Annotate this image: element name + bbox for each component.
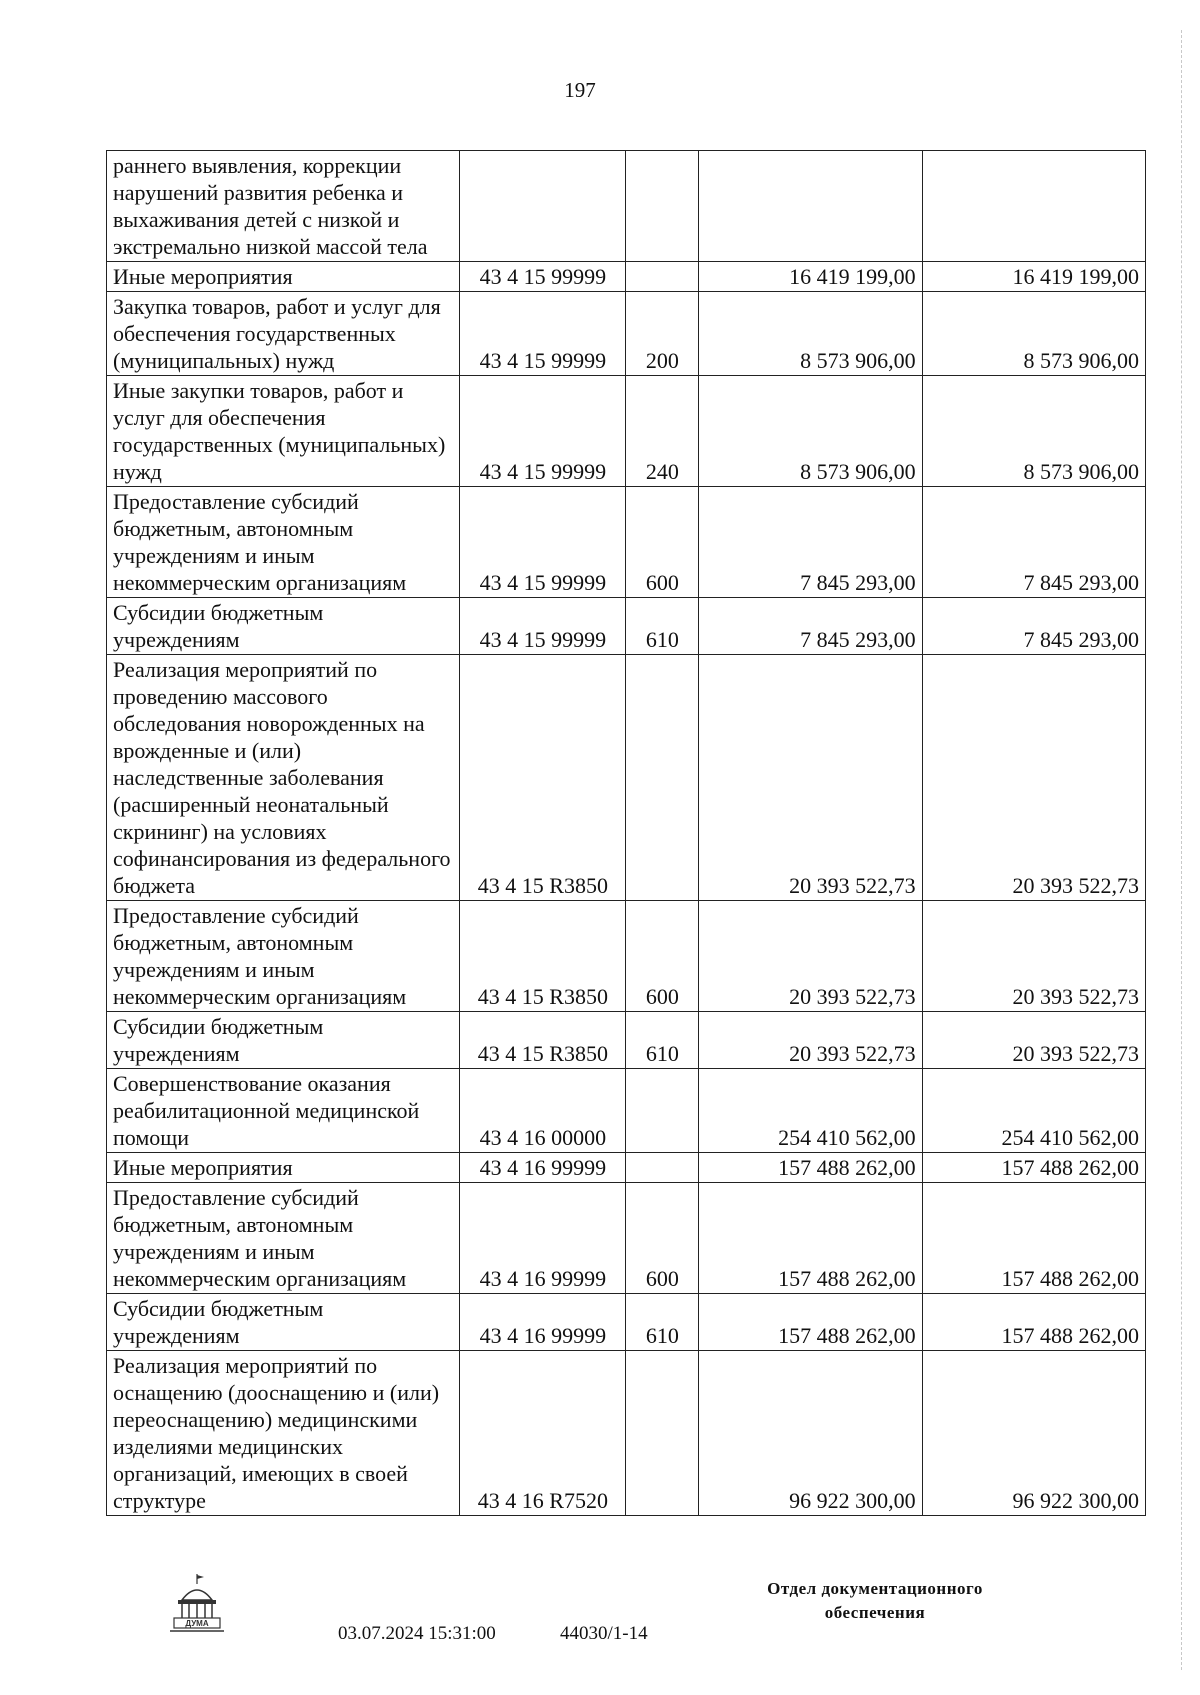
footer-reg-number: 44030/1-14	[560, 1623, 648, 1644]
cell-name: раннего выявления, коррекции нарушений развития ребенка и выхаживания детей с низкой и экстремально низкой массой тела	[107, 151, 460, 262]
cell-sum2: 8 573 906,00	[922, 292, 1145, 376]
cell-code: 43 4 16 00000	[460, 1069, 626, 1153]
cell-sum2: 157 488 262,00	[922, 1183, 1145, 1294]
cell-code: 43 4 16 99999	[460, 1153, 626, 1183]
cell-name: Субсидии бюджетным учреждениям	[107, 1012, 460, 1069]
cell-name: Иные мероприятия	[107, 1153, 460, 1183]
cell-vr	[626, 1153, 699, 1183]
cell-vr: 240	[626, 376, 699, 487]
cell-code: 43 4 16 99999	[460, 1183, 626, 1294]
table-row	[107, 1351, 1146, 1516]
table-row	[107, 1153, 1146, 1183]
cell-sum1: 20 393 522,73	[699, 901, 922, 1012]
cell-sum2: 157 488 262,00	[922, 1153, 1145, 1183]
table-row	[107, 1183, 1146, 1294]
cell-vr	[626, 1069, 699, 1153]
cell-vr	[626, 262, 699, 292]
cell-sum2: 254 410 562,00	[922, 1069, 1145, 1153]
cell-vr: 600	[626, 487, 699, 598]
cell-name: Иные закупки товаров, работ и услуг для обеспечения государственных (муниципальных) нужд	[107, 376, 460, 487]
cell-name: Предоставление субсидий бюджетным, автономным учреждениям и иным некоммерческим организациям	[107, 487, 460, 598]
cell-sum2: 7 845 293,00	[922, 487, 1145, 598]
cell-vr: 200	[626, 292, 699, 376]
cell-sum1: 8 573 906,00	[699, 376, 922, 487]
footer-department: Отдел документационного обеспечения	[767, 1579, 983, 1622]
budget-table	[106, 150, 1146, 1516]
cell-vr: 600	[626, 901, 699, 1012]
cell-code	[460, 151, 626, 262]
cell-code: 43 4 15 R3850	[460, 1012, 626, 1069]
table-row	[107, 1069, 1146, 1153]
cell-sum2	[922, 151, 1145, 262]
cell-vr	[626, 151, 699, 262]
cell-sum1: 157 488 262,00	[699, 1153, 922, 1183]
cell-sum1: 7 845 293,00	[699, 487, 922, 598]
cell-vr: 610	[626, 598, 699, 655]
cell-code: 43 4 15 99999	[460, 292, 626, 376]
cell-name: Предоставление субсидий бюджетным, автономным учреждениям и иным некоммерческим организациям	[107, 901, 460, 1012]
cell-code: 43 4 15 99999	[460, 487, 626, 598]
cell-vr: 610	[626, 1294, 699, 1351]
budget-table-body	[107, 151, 1146, 1516]
table-row	[107, 151, 1146, 262]
scan-edge-strip	[1181, 30, 1190, 1670]
table-row	[107, 901, 1146, 1012]
cell-name: Субсидии бюджетным учреждениям	[107, 598, 460, 655]
cell-vr: 600	[626, 1183, 699, 1294]
cell-name: Реализация мероприятий по проведению массового обследования новорожденных на врожденные и (или) наследственные заболевания (расширенный неонатальный скрининг) на условиях софинансирования из федерального бюджета	[107, 655, 460, 901]
cell-vr	[626, 1351, 699, 1516]
cell-sum2: 7 845 293,00	[922, 598, 1145, 655]
cell-sum1: 20 393 522,73	[699, 1012, 922, 1069]
table-row	[107, 1012, 1146, 1069]
cell-name: Иные мероприятия	[107, 262, 460, 292]
cell-sum2: 16 419 199,00	[922, 262, 1145, 292]
cell-sum2: 20 393 522,73	[922, 1012, 1145, 1069]
cell-sum1: 96 922 300,00	[699, 1351, 922, 1516]
table-row	[107, 292, 1146, 376]
cell-code: 43 4 15 99999	[460, 376, 626, 487]
cell-name: Совершенствование оказания реабилитационной медицинской помощи	[107, 1069, 460, 1153]
cell-sum1	[699, 151, 922, 262]
table-row	[107, 598, 1146, 655]
cell-sum2: 8 573 906,00	[922, 376, 1145, 487]
cell-name: Субсидии бюджетным учреждениям	[107, 1294, 460, 1351]
cell-code: 43 4 16 99999	[460, 1294, 626, 1351]
cell-sum1: 254 410 562,00	[699, 1069, 922, 1153]
cell-sum1: 16 419 199,00	[699, 262, 922, 292]
cell-code: 43 4 15 R3850	[460, 901, 626, 1012]
cell-sum2: 96 922 300,00	[922, 1351, 1145, 1516]
cell-code: 43 4 15 99999	[460, 598, 626, 655]
cell-code: 43 4 16 R7520	[460, 1351, 626, 1516]
duma-logo-icon	[168, 1572, 226, 1634]
cell-sum2: 20 393 522,73	[922, 655, 1145, 901]
cell-sum2: 157 488 262,00	[922, 1294, 1145, 1351]
cell-name: Предоставление субсидий бюджетным, автономным учреждениям и иным некоммерческим организациям	[107, 1183, 460, 1294]
cell-sum1: 7 845 293,00	[699, 598, 922, 655]
cell-code: 43 4 15 99999	[460, 262, 626, 292]
cell-name: Закупка товаров, работ и услуг для обеспечения государственных (муниципальных) нужд	[107, 292, 460, 376]
table-row	[107, 655, 1146, 901]
cell-vr	[626, 655, 699, 901]
cell-sum1: 157 488 262,00	[699, 1183, 922, 1294]
cell-sum1: 8 573 906,00	[699, 292, 922, 376]
table-row	[107, 376, 1146, 487]
table-row	[107, 1294, 1146, 1351]
table-row	[107, 487, 1146, 598]
table-row	[107, 262, 1146, 292]
cell-code: 43 4 15 R3850	[460, 655, 626, 901]
footer-timestamp: 03.07.2024 15:31:00	[338, 1623, 496, 1644]
cell-vr: 610	[626, 1012, 699, 1069]
logo-text: ДУМА	[185, 1619, 209, 1628]
cell-sum1: 20 393 522,73	[699, 655, 922, 901]
cell-sum1: 157 488 262,00	[699, 1294, 922, 1351]
cell-name: Реализация мероприятий по оснащению (дооснащению и (или) переоснащению) медицинскими изделиями медицинских организаций, имеющих в своей структуре	[107, 1351, 460, 1516]
cell-sum2: 20 393 522,73	[922, 901, 1145, 1012]
page-number: 197	[564, 78, 596, 102]
